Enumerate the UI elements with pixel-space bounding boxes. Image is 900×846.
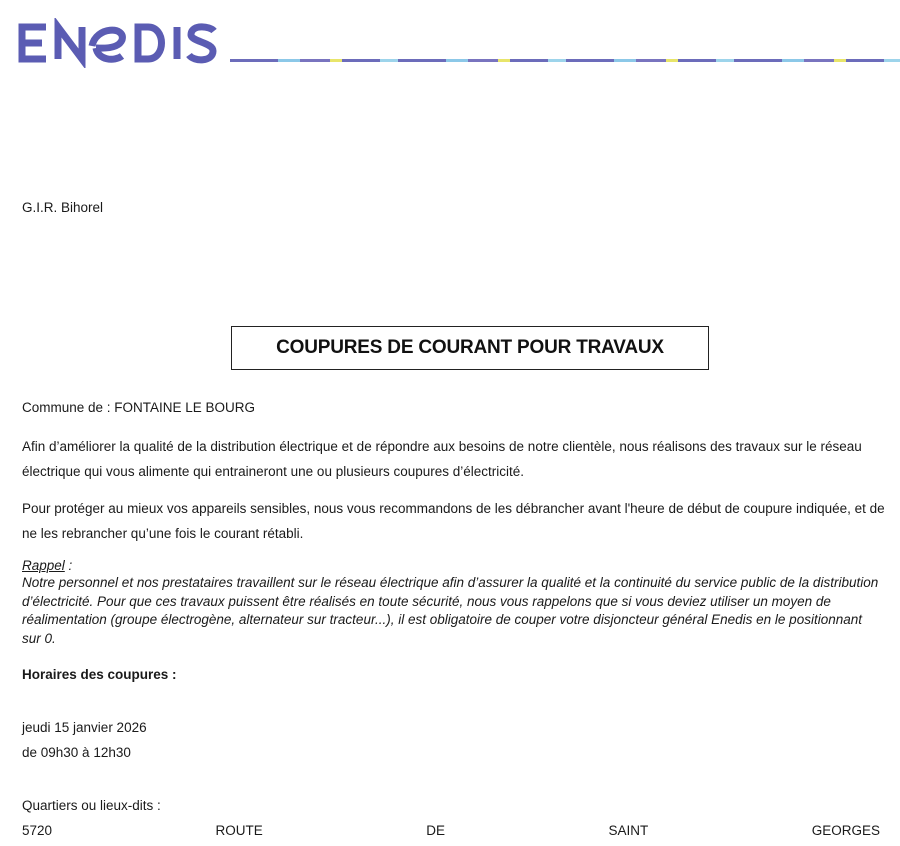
address-word: DE (426, 823, 445, 838)
paragraph-protection: Pour protéger au mieux vos appareils sensibles, nous vous recommandons de les débrancher avant l'heure de début de coupure indiquée, et de ne les rebrancher qu’une fois le courant rétabli. (22, 501, 885, 541)
address-word: SAINT (608, 823, 649, 838)
rappel-heading (22, 557, 72, 575)
quartiers-label: Quartiers ou lieux-dits : (22, 798, 161, 813)
address-word: 5720 (22, 823, 53, 838)
rappel-text: Notre personnel et nos prestataires travaillent sur le réseau électrique afin d’assurer la qualité et la continuité du service public de la distribution d’électricité. Pour que ces travaux puissent être réalisés en toute sécurité, nous vous rappelons que si vous deviez utiliser un moyen de réalimentation (groupe électrogène, alternateur sur tracteur...), il est obligatoire de couper votre disjoncteur général Enedis en le positionnant sur 0. (22, 575, 879, 646)
horaires-title: Horaires des coupures : (22, 667, 177, 682)
rappel-label: Rappel (22, 558, 65, 573)
outage-date: jeudi 15 janvier 2026 (22, 720, 147, 735)
rappel-colon: : (64, 558, 73, 573)
address-row (22, 820, 880, 842)
sender-name: G.I.R. Bihorel (22, 200, 104, 215)
paragraph-travaux: Afin d’améliorer la qualité de la distribution électrique et de répondre aux besoins de notre clientèle, nous réalisons des travaux sur le réseau électrique qui vous alimente qui entraineront une ou plusieurs coupures d’électricité. (22, 439, 862, 479)
address-word: GEORGES (811, 823, 880, 838)
title-box (231, 326, 709, 370)
address-word: ROUTE (215, 823, 263, 838)
outage-time: de 09h30 à 12h30 (22, 745, 131, 760)
document-title: COUPURES DE COURANT POUR TRAVAUX (276, 337, 664, 358)
header-rule (230, 59, 900, 62)
enedis-logo (14, 18, 219, 68)
commune-line: Commune de : FONTAINE LE BOURG (22, 400, 256, 415)
